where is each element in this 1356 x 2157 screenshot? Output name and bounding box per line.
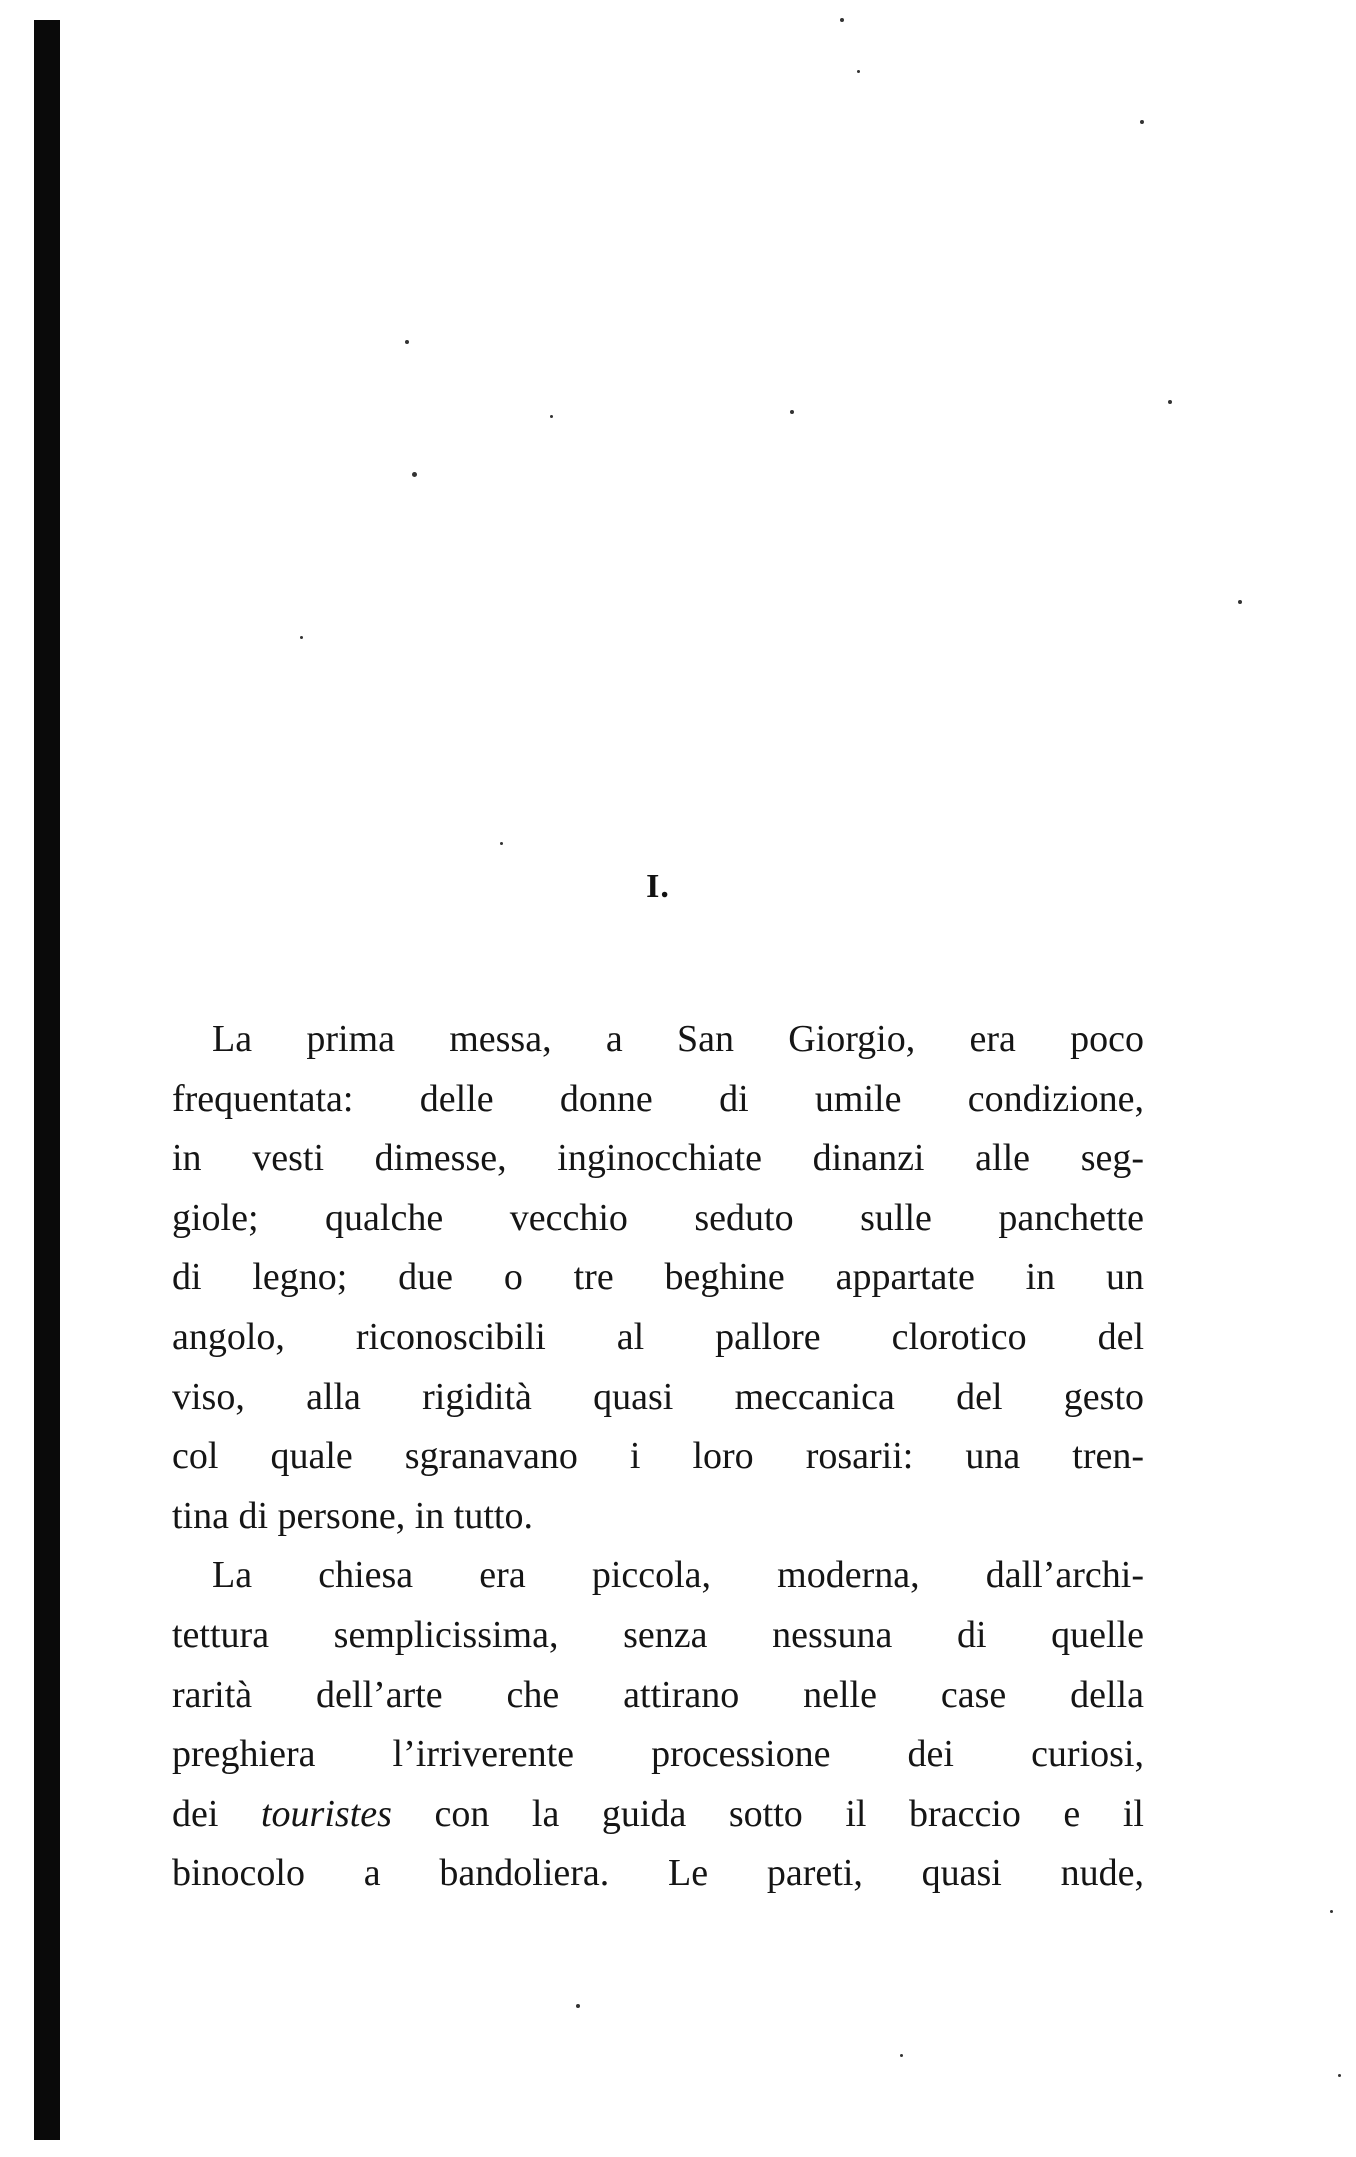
text-line: preghiera l’irriverente processione dei curiosi, xyxy=(172,1733,1144,1776)
scan-speck xyxy=(857,70,860,73)
scan-speck xyxy=(300,636,303,639)
body-text xyxy=(172,1010,1144,1904)
scan-speck xyxy=(1238,600,1242,604)
page-binding-edge xyxy=(34,20,60,2140)
text-line: tina di persone, in tutto. xyxy=(172,1494,533,1537)
text-line: rarità dell’arte che attirano nelle case della xyxy=(172,1673,1144,1716)
scan-speck xyxy=(412,472,417,477)
scan-speck xyxy=(500,842,503,845)
text-fragment: dei xyxy=(172,1792,261,1835)
text-line: frequentata: delle donne di umile condizione, xyxy=(172,1077,1144,1120)
scan-speck xyxy=(1140,120,1144,124)
scan-speck xyxy=(1338,2074,1341,2077)
chapter-heading xyxy=(0,868,1356,906)
text-line: tettura semplicissima, senza nessuna di quelle xyxy=(172,1613,1144,1656)
scan-speck xyxy=(1330,1910,1333,1913)
text-line: La chiesa era piccola, moderna, dall’archi- xyxy=(212,1554,1144,1597)
text-line: La prima messa, a San Giorgio, era poco xyxy=(212,1018,1144,1060)
text-line: di legno; due o tre beghine appartate in un xyxy=(172,1256,1144,1299)
chapter-number: I. xyxy=(646,868,670,905)
text-line: viso, alla rigidità quasi meccanica del gesto xyxy=(172,1375,1144,1418)
scan-speck xyxy=(900,2054,903,2057)
scan-speck xyxy=(840,18,844,22)
scan-speck xyxy=(576,2004,580,2008)
scan-speck xyxy=(405,340,409,344)
text-line xyxy=(172,1785,1144,1845)
scan-speck xyxy=(1168,400,1172,404)
text-fragment: con la guida sotto il braccio e il xyxy=(391,1792,1144,1835)
scan-speck xyxy=(790,410,794,414)
scan-speck xyxy=(550,415,553,418)
text-line: in vesti dimesse, inginocchiate dinanzi alle seg- xyxy=(172,1137,1144,1180)
text-line: angolo, riconoscibili al pallore clorotico del xyxy=(172,1315,1144,1358)
text-line: col quale sgranavano i loro rosarii: una tren- xyxy=(172,1435,1144,1478)
text-line: giole; qualche vecchio seduto sulle panchette xyxy=(172,1196,1144,1239)
text-line: binocolo a bandoliera. Le pareti, quasi nude, xyxy=(172,1852,1144,1895)
italic-word: touristes xyxy=(261,1792,392,1835)
